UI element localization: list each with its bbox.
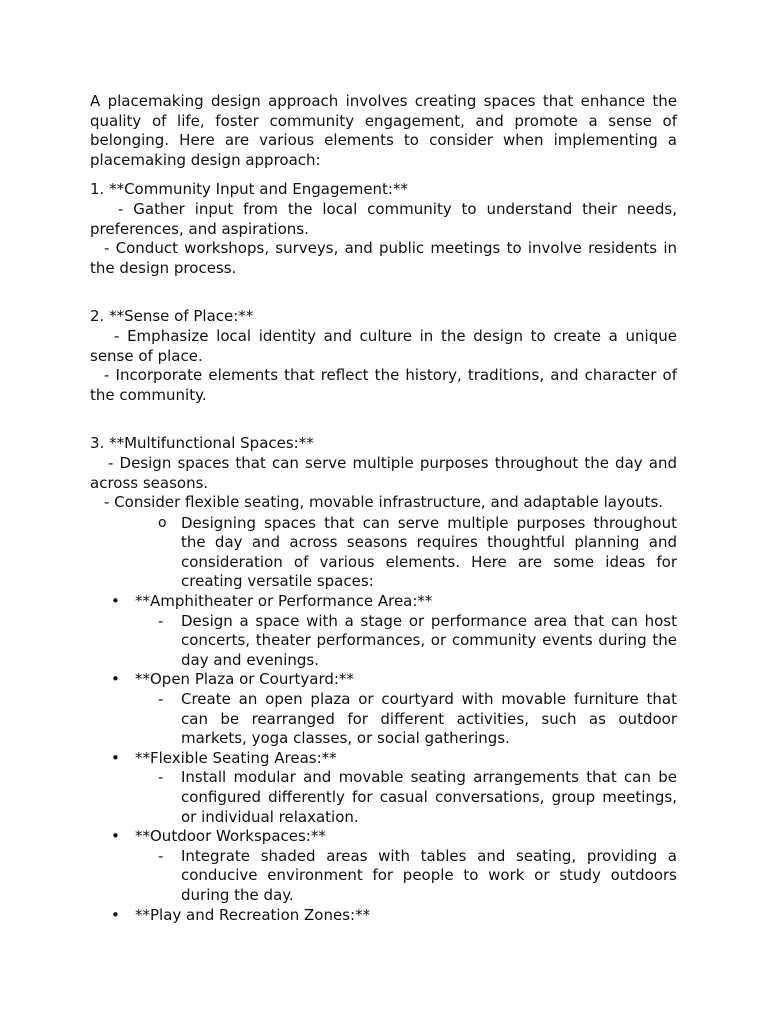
sub-item bbox=[158, 690, 677, 749]
section-heading-community-input: 1. **Community Input and Engagement:** bbox=[90, 180, 408, 199]
section-item: - Gather input from the local community to understand their needs, preferences, and aspirations. bbox=[90, 199, 677, 238]
bullet-item bbox=[111, 905, 677, 926]
bullet-title: **Play and Recreation Zones:** bbox=[135, 905, 371, 924]
sub-item bbox=[158, 611, 677, 671]
circle-bullet-icon: o bbox=[158, 514, 167, 531]
intro-paragraph: A placemaking design approach involves creating spaces that enhance the quality of life, foster community engagement, and promote a sense of belonging. Here are various elements to consider when implementing a placemaking design approach: bbox=[90, 92, 677, 169]
o-list-text: Designing spaces that can serve multiple purposes throughout the day and across seasons requires thoughtful planning and consideration of various elements. Here are some ideas for creating versatile spaces: bbox=[181, 513, 677, 591]
bullet-title: **Flexible Seating Areas:** bbox=[135, 748, 337, 767]
bullet-icon: • bbox=[111, 592, 120, 611]
bullet-item bbox=[111, 827, 677, 847]
dash-bullet-icon: - bbox=[158, 768, 164, 787]
dash-bullet-icon: - bbox=[158, 611, 164, 630]
dash-bullet-icon: - bbox=[158, 690, 164, 709]
bullet-icon: • bbox=[111, 827, 120, 846]
section-heading-multifunctional-spaces: 3. **Multifunctional Spaces:** bbox=[90, 434, 314, 453]
section-item: - Conduct workshops, surveys, and public meetings to involve residents in the design process. bbox=[90, 239, 677, 277]
section-item: - Design spaces that can serve multiple purposes throughout the day and across seasons. bbox=[90, 453, 677, 492]
sub-item-text: Install modular and movable seating arrangements that can be configured differently for casual conversations, group meetings, or individual relaxation. bbox=[181, 768, 677, 826]
sub-item bbox=[158, 846, 677, 906]
sub-item-text: Create an open plaza or courtyard with movable furniture that can be rearranged for different activities, such as outdoor markets, yoga classes, or social gatherings. bbox=[181, 690, 677, 748]
o-list-item bbox=[158, 513, 677, 592]
bullet-title: **Outdoor Workspaces:** bbox=[135, 827, 326, 846]
sub-item-text: Design a space with a stage or performance area that can host concerts, theater performances, or community events during the day and evenings. bbox=[181, 611, 677, 669]
dash-bullet-icon: - bbox=[158, 846, 164, 865]
section-item: - Incorporate elements that reflect the history, traditions, and character of the community. bbox=[90, 366, 677, 404]
section-item: - Emphasize local identity and culture in the design to create a unique sense of place. bbox=[90, 326, 677, 365]
section-heading-sense-of-place: 2. **Sense of Place:** bbox=[90, 307, 254, 326]
bullet-icon: • bbox=[111, 905, 120, 924]
bullet-icon: • bbox=[111, 670, 120, 689]
bullet-item bbox=[111, 670, 677, 690]
document-page bbox=[90, 92, 677, 925]
sub-item-text: Integrate shaded areas with tables and seating, providing a conducive environment for people to work or study outdoors during the day. bbox=[181, 846, 677, 904]
bullet-icon: • bbox=[111, 748, 120, 767]
bullet-title: **Open Plaza or Courtyard:** bbox=[135, 670, 354, 689]
sub-item bbox=[158, 768, 677, 827]
bullet-title: **Amphitheater or Performance Area:** bbox=[135, 592, 433, 611]
bullet-item bbox=[111, 748, 677, 769]
bullet-item bbox=[111, 592, 677, 612]
section-item: - Consider flexible seating, movable infrastructure, and adaptable layouts. bbox=[104, 493, 664, 512]
